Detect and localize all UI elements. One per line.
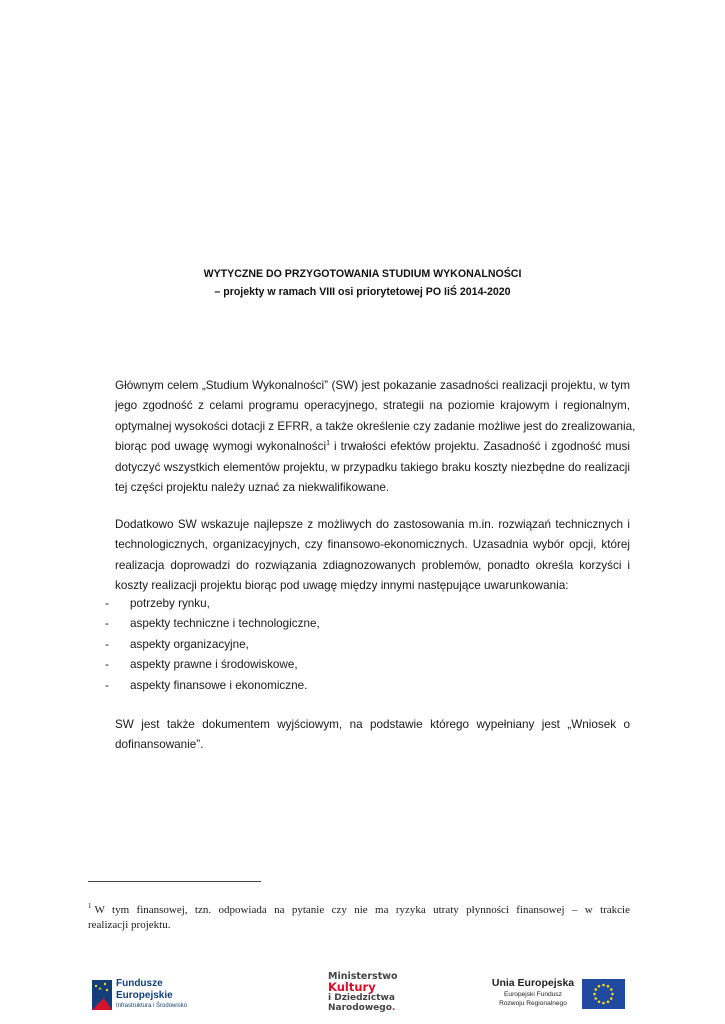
eu-flag-icon: [582, 979, 625, 1009]
paragraph-3: [115, 715, 630, 756]
list-item: [105, 635, 320, 655]
bullet: -: [105, 597, 109, 610]
footnote-separator: [88, 881, 261, 882]
ministerstwo-kultury-logo: [328, 972, 408, 1018]
p1-line: dotyczyć wszystkich elementów projektu, w przypadku takiego braku koszty niezbędne do realizacji: [115, 460, 630, 474]
mk-line-1: Ministerstwo: [328, 971, 398, 982]
eu-star: [607, 985, 610, 988]
mk-dot: .: [391, 1003, 396, 1013]
title-line-1: WYTYCZNE DO PRZYGOTOWANIA STUDIUM WYKONALNOŚCI: [203, 268, 522, 280]
bullet: -: [105, 678, 109, 692]
list-item: [105, 676, 320, 696]
footnote: [88, 903, 630, 933]
mk-line-4-text: Narodowego: [328, 1003, 392, 1013]
list-item: [105, 614, 320, 634]
p2-line: technologicznych, organizacyjnych, czy finansowo-ekonomicznych. Uzasadnia wybór opcji, której: [115, 538, 630, 552]
eu-star: [598, 985, 601, 988]
p1-line: tej części projektu należy uznać za niekwalifikowane.: [115, 481, 390, 495]
footnote-text: W tym finansowej, tzn. odpowiada na pytanie czy nie ma ryzyka utraty płynności finansowej – w trakcie: [94, 904, 630, 916]
ue-line-1: Unia Europejska: [491, 977, 575, 989]
eu-star: [610, 988, 613, 991]
eu-star: [598, 1000, 601, 1003]
p1-line-part: i trwałości efektów projektu. Zasadność i zgodność musi: [330, 440, 630, 454]
paragraph-1: [115, 376, 636, 498]
p1-line-with-ref: [115, 437, 630, 457]
footnote-number: 1: [88, 902, 92, 911]
fe-line-3: Infrastruktura i Środowisko: [116, 1003, 188, 1009]
p3-line: dofinansowanie”.: [115, 738, 204, 752]
list-item-text: aspekty prawne i środowiskowe,: [130, 658, 298, 672]
eu-star: [602, 984, 605, 987]
list-item: [105, 594, 320, 614]
fe-line-2: Europejskie: [116, 990, 173, 1001]
fe-emblem-icon: [90, 978, 114, 1012]
footnote-line: [88, 903, 630, 918]
eu-star: [602, 1002, 605, 1005]
p2-line: koszty realizacji projektu biorąc pod uwagę między innymi następujące uwarunkowania:: [115, 579, 569, 593]
p3-line: SW jest także dokumentem wyjściowym, na podstawie którego wypełniany jest „Wniosek o: [115, 718, 630, 731]
eu-star: [594, 997, 597, 1000]
mk-line-2: Kultury: [328, 980, 376, 994]
eu-star: [610, 997, 613, 1000]
footnote-ref[interactable]: 1: [326, 440, 330, 448]
bullet: -: [105, 637, 109, 651]
eu-star: [594, 988, 597, 991]
fe-line-1: Fundusze: [116, 978, 163, 989]
eu-star: [611, 993, 614, 996]
fundusze-europejskie-logo: [90, 972, 220, 1018]
p1-line: optymalnej wysokości dotacji z EFRR, a także określenie czy zadanie możliwe jest do zrealizowania,: [115, 419, 636, 433]
ue-line-2: Europejski Fundusz: [504, 991, 562, 998]
conditions-list: [105, 594, 320, 696]
eu-star: [607, 1000, 610, 1003]
eu-star: [593, 993, 596, 996]
paragraph-2: [115, 515, 630, 597]
ue-line-3: Rozwoju Regionalnego: [499, 1000, 567, 1007]
bullet: -: [105, 658, 109, 672]
bullet: -: [105, 617, 109, 631]
title-line-2: – projekty w ramach VIII osi priorytetowej PO IiŚ 2014-2020: [214, 286, 511, 298]
p2-line: realizacja doprowadzi do rozwiązania zdiagnozowanych problemów, ponadto określa korzyści i: [115, 558, 630, 572]
p1-line-part: biorąc pod uwagę wymogi wykonalności: [115, 440, 327, 454]
document-title: [0, 265, 725, 301]
list-item-text: aspekty finansowe i ekonomiczne.: [130, 678, 308, 692]
unia-europejska-logo: [490, 976, 630, 1018]
list-item-text: potrzeby rynku,: [130, 597, 210, 610]
list-item-text: aspekty organizacyjne,: [130, 637, 249, 651]
p1-line: Głównym celem „Studium Wykonalności” (SW) jest pokazanie zasadności realizacji projektu, w tym: [115, 379, 630, 392]
list-item-text: aspekty techniczne i technologiczne,: [130, 617, 320, 631]
mk-line-3: i Dziedzictwa: [328, 993, 395, 1003]
p2-line: Dodatkowo SW wskazuje najlepsze z możliwych do zastosowania m.in. rozwiązań technicznych i: [115, 518, 630, 531]
list-item: [105, 655, 320, 675]
mk-line-4: [328, 1003, 408, 1013]
p1-line: jego zgodność z celami programu operacyjnego, strategii na poziomie krajowym i regionalnym,: [115, 399, 630, 413]
footnote-line: realizacji projektu.: [88, 919, 171, 931]
